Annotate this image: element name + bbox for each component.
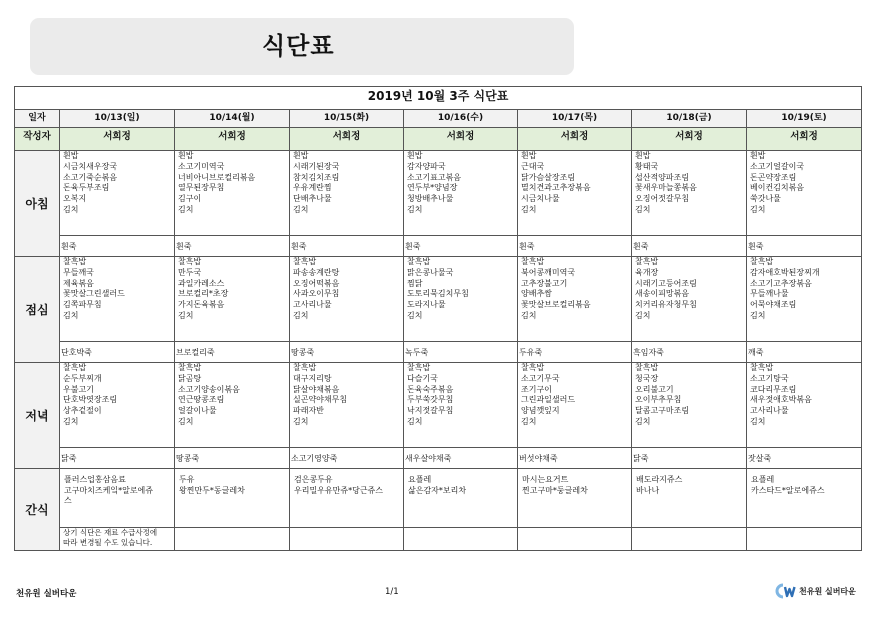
menu-item: 베이컨김치볶음: [750, 183, 805, 193]
menu-item: 꽃맛살그린샐러드: [63, 289, 125, 299]
menu-table: [14, 86, 862, 551]
menu-item: 흰밥: [750, 151, 766, 160]
menu-item: 사과오이무침: [293, 289, 340, 299]
menu-item: 찰흑밥: [521, 257, 545, 266]
menu-item: 찰흑밥: [635, 257, 659, 266]
porridge-row: [15, 342, 862, 363]
snack-item: 바나나: [636, 485, 660, 495]
menu-item: 단호박엿장조림: [63, 395, 118, 405]
menu-item: 소고기무국: [521, 373, 560, 383]
snack-cell: [518, 469, 632, 528]
menu-cell: [175, 363, 290, 448]
porridge-cell: [404, 342, 518, 363]
menu-item: 상추겉절이: [63, 406, 102, 416]
empty-cell: [632, 528, 747, 551]
menu-item: 찰흑밥: [407, 363, 431, 372]
menu-item: 만두국: [178, 267, 202, 277]
menu-item: 새송이피망볶음: [635, 289, 690, 299]
menu-item: 김치: [750, 204, 766, 214]
menu-item: 시래기된장국: [293, 161, 340, 171]
menu-cell: [518, 257, 632, 342]
snack-item: 요플레: [751, 475, 775, 484]
date-cell: 10/19(토): [747, 110, 862, 128]
menu-item: 코다리무조림: [750, 384, 797, 394]
snack-item: 왕찐만두*동글레차: [179, 485, 245, 495]
menu-item: 감자애호박된장찌개: [750, 267, 820, 277]
porridge-item: 흰죽: [519, 241, 535, 251]
menu-cell: [175, 151, 290, 236]
meal-label: 점심: [15, 257, 60, 363]
meal-row: [15, 257, 862, 342]
porridge-item: 흰죽: [405, 241, 421, 251]
menu-item: 청국장: [635, 373, 659, 383]
porridge-row: [15, 448, 862, 469]
menu-item: 오징어떡볶음: [293, 278, 340, 288]
menu-item: 시금치나물: [521, 194, 560, 204]
menu-item: 도토리묵김치무침: [407, 289, 469, 299]
menu-item: 김치: [635, 204, 651, 214]
date-label: 일자: [15, 110, 60, 128]
note-line: 상기 식단은 재료 수급사정에: [63, 528, 158, 537]
menu-item: 꽃맛살브로컬리볶음: [521, 300, 591, 310]
menu-item: 흰밥: [178, 151, 194, 160]
menu-cell: [747, 151, 862, 236]
menu-item: 양념깻잎지: [521, 406, 560, 416]
porridge-item: 흰죽: [748, 241, 764, 251]
logo-text: 천유원 실버타운: [799, 586, 856, 596]
menu-item: 김치: [521, 204, 537, 214]
menu-item: 김치: [407, 416, 423, 426]
porridge-item: 두유죽: [519, 347, 543, 357]
porridge-item: 흰죽: [633, 241, 649, 251]
menu-cell: [518, 151, 632, 236]
menu-item: 시래기고등어조림: [635, 278, 697, 288]
menu-item: 두부쑥갓무침: [407, 395, 454, 405]
porridge-item: 잣살죽: [748, 453, 772, 463]
menu-item: 너비아니브로컬리볶음: [178, 172, 256, 182]
menu-item: 찰흑밥: [293, 257, 317, 266]
menu-cell: [632, 257, 747, 342]
porridge-item: 버섯야채죽: [519, 453, 558, 463]
porridge-cell: [404, 236, 518, 257]
snack-cell: [404, 469, 518, 528]
menu-cell: [60, 257, 175, 342]
author-cell: 서희정: [290, 128, 404, 151]
menu-item: 김쪽파무침: [63, 300, 102, 310]
menu-item: 소고기양송이볶음: [178, 384, 240, 394]
menu-item: 북어콩깨미역국: [521, 267, 576, 277]
menu-item: 어묵야채조림: [750, 300, 797, 310]
menu-item: 실곤약야채무침: [293, 395, 348, 405]
date-cell: 10/14(월): [175, 110, 290, 128]
empty-cell: [404, 528, 518, 551]
menu-item: 돈육두부조림: [63, 183, 110, 193]
porridge-cell: [60, 236, 175, 257]
meal-label: 저녁: [15, 363, 60, 469]
menu-item: 김치: [750, 310, 766, 320]
porridge-cell: [632, 448, 747, 469]
empty-cell: [290, 528, 404, 551]
snack-item: 두유: [179, 475, 195, 484]
menu-item: 제육볶음: [63, 278, 94, 288]
porridge-cell: [175, 236, 290, 257]
author-cell: 서희정: [632, 128, 747, 151]
menu-item: 김치: [293, 310, 309, 320]
porridge-cell: [518, 342, 632, 363]
menu-item: 고추장불고기: [521, 278, 568, 288]
author-cell: 서희정: [747, 128, 862, 151]
menu-item: 소고기얼갈이국: [750, 161, 805, 171]
menu-item: 흰밥: [407, 151, 423, 160]
menu-item: 김구이: [178, 194, 202, 204]
snack-cell: [175, 469, 290, 528]
menu-item: 닭곰탕: [178, 373, 202, 383]
notes-cell: [60, 528, 175, 551]
porridge-cell: [60, 342, 175, 363]
porridge-cell: [632, 342, 747, 363]
porridge-cell: [290, 342, 404, 363]
menu-item: 찰흑밥: [750, 363, 774, 372]
snack-row: [15, 469, 862, 528]
menu-cell: [290, 151, 404, 236]
snack-cell: [632, 469, 747, 528]
menu-item: 김치: [63, 310, 79, 320]
menu-item: 흰밥: [63, 151, 79, 160]
menu-item: 우불고기: [63, 384, 94, 394]
menu-item: 감자양파국: [407, 161, 446, 171]
menu-item: 그린과일샐러드: [521, 395, 576, 405]
menu-item: 찰흑밥: [178, 363, 202, 372]
menu-item: 찰흑밥: [521, 363, 545, 372]
snack-item: 검은콩두유: [294, 475, 333, 484]
porridge-item: 땅콩죽: [176, 453, 200, 463]
menu-item: 청방배추나물: [407, 194, 454, 204]
menu-item: 김치: [407, 204, 423, 214]
menu-item: 흰밥: [293, 151, 309, 160]
menu-item: 섭산적양파조림: [635, 172, 690, 182]
menu-cell: [747, 363, 862, 448]
menu-item: 김치: [63, 204, 79, 214]
porridge-item: 소고기영양죽: [291, 453, 338, 463]
porridge-cell: [747, 448, 862, 469]
menu-item: 쑥갓나물: [750, 194, 781, 204]
date-row: [15, 110, 862, 128]
menu-item: 돈곤약장조림: [750, 172, 797, 182]
snack-item: 카스타드*알로에쥬스: [751, 485, 825, 495]
menu-item: 김치: [293, 416, 309, 426]
menu-item: 김치: [635, 416, 651, 426]
snack-item: 요플레: [408, 475, 432, 484]
menu-item: 우유계란찜: [293, 183, 332, 193]
menu-cell: [175, 257, 290, 342]
menu-item: 다슬기국: [407, 373, 438, 383]
porridge-item: 흰죽: [61, 241, 77, 251]
menu-cell: [290, 257, 404, 342]
snack-cell: [290, 469, 404, 528]
menu-item: 파래자반: [293, 406, 324, 416]
menu-item: 김치: [293, 204, 309, 214]
menu-item: 맑은콩나물국: [407, 267, 454, 277]
menu-item: 김치: [635, 310, 651, 320]
footer-org-name: 천유원 실버타운: [16, 589, 77, 599]
porridge-cell: [290, 448, 404, 469]
porridge-row: [15, 236, 862, 257]
menu-cell: [632, 151, 747, 236]
snack-item: 찐고구마*둥글레차: [522, 485, 588, 495]
porridge-cell: [404, 448, 518, 469]
menu-item: 오징어젓갈무침: [635, 194, 690, 204]
menu-item: 김치: [178, 416, 194, 426]
menu-item: 고사리나물: [293, 300, 332, 310]
porridge-item: 땅콩죽: [291, 347, 315, 357]
menu-item: 양배추쌈: [521, 289, 552, 299]
snack-item: 배도라지쥬스: [636, 475, 683, 484]
snack-item: 우리밀우유만쥬*당근쥬스: [294, 485, 384, 495]
porridge-item: 브로컬리죽: [176, 347, 215, 357]
menu-item: 꽃새우마늘쫑볶음: [635, 183, 697, 193]
menu-item: 돈육숙주볶음: [407, 384, 454, 394]
porridge-cell: [175, 342, 290, 363]
menu-item: 김치: [521, 310, 537, 320]
menu-item: 대구지리탕: [293, 373, 332, 383]
menu-item: 김치: [521, 416, 537, 426]
page-title: 식단표: [262, 32, 335, 60]
menu-item: 고사리나물: [750, 406, 789, 416]
menu-cell: [518, 363, 632, 448]
menu-cell: [60, 151, 175, 236]
empty-cell: [747, 528, 862, 551]
menu-item: 닭살야채볶음: [293, 384, 340, 394]
snack-cell: [747, 469, 862, 528]
menu-item: 단배추나물: [293, 194, 332, 204]
menu-item: 찰흑밥: [750, 257, 774, 266]
menu-item: 찰흑밥: [407, 257, 431, 266]
date-cell: 10/17(목): [518, 110, 632, 128]
empty-cell: [175, 528, 290, 551]
menu-item: 조기구이: [521, 384, 552, 394]
porridge-cell: [175, 448, 290, 469]
snack-item: 삶은감자*보리차: [408, 485, 467, 495]
menu-item: 열무된장무침: [178, 183, 225, 193]
menu-item: 소고기표고볶음: [407, 172, 462, 182]
snack-item: 마시는요거트: [522, 475, 569, 484]
menu-item: 찰흑밥: [63, 257, 87, 266]
menu-item: 김치: [407, 310, 423, 320]
menu-item: 얼갈이나물: [178, 406, 217, 416]
menu-item: 흰밥: [521, 151, 537, 160]
snack-item: 플러스업홍삼음료: [64, 475, 126, 484]
meal-row: [15, 151, 862, 236]
porridge-cell: [632, 236, 747, 257]
menu-item: 낙지젓갈무침: [407, 406, 454, 416]
meal-label: 아침: [15, 151, 60, 257]
porridge-cell: [518, 236, 632, 257]
menu-item: 새우젓애호박볶음: [750, 395, 812, 405]
date-cell: 10/13(일): [60, 110, 175, 128]
menu-item: 도라지나물: [407, 300, 446, 310]
menu-item: 무들깨나물: [750, 289, 789, 299]
menu-item: 오리불고기: [635, 384, 674, 394]
menu-item: 김치: [63, 416, 79, 426]
menu-item: 달콤고구마조림: [635, 406, 690, 416]
menu-item: 근대국: [521, 161, 545, 171]
note-line: 따라 변경될 수도 있습니다.: [63, 537, 153, 547]
porridge-cell: [60, 448, 175, 469]
meal-row: [15, 363, 862, 448]
porridge-item: 흑임자죽: [633, 347, 664, 357]
menu-item: 참치김치조림: [293, 172, 340, 182]
porridge-cell: [290, 236, 404, 257]
porridge-item: 단호박죽: [61, 347, 92, 357]
porridge-cell: [518, 448, 632, 469]
author-cell: 서희정: [404, 128, 518, 151]
menu-item: 브로컬리*초장: [178, 289, 229, 299]
porridge-item: 흰죽: [176, 241, 192, 251]
menu-item: 소고기탕국: [750, 373, 789, 383]
menu-item: 무들깨국: [63, 267, 94, 277]
menu-item: 소고기고추장볶음: [750, 278, 812, 288]
date-cell: 10/18(금): [632, 110, 747, 128]
menu-cell: [632, 363, 747, 448]
snack-cell: [60, 469, 175, 528]
logo-icon: [775, 582, 797, 600]
porridge-item: 새우살야채죽: [405, 453, 452, 463]
date-cell: 10/16(수): [404, 110, 518, 128]
menu-item: 황태국: [635, 161, 659, 171]
menu-item: 연근땅콩조림: [178, 395, 225, 405]
menu-item: 찜닭: [407, 278, 423, 288]
menu-cell: [747, 257, 862, 342]
porridge-item: 닭죽: [61, 453, 77, 463]
menu-cell: [404, 363, 518, 448]
porridge-item: 닭죽: [633, 453, 649, 463]
porridge-item: 흰죽: [291, 241, 307, 251]
table-title-row: [15, 87, 862, 110]
date-cell: 10/15(화): [290, 110, 404, 128]
table-title: 2019년 10월 3주 식단표: [15, 87, 862, 110]
menu-item: 멸치견과고추장볶음: [521, 183, 591, 193]
menu-item: 과일카레소스: [178, 278, 225, 288]
menu-item: 김치: [178, 204, 194, 214]
menu-cell: [404, 151, 518, 236]
menu-item: 소고기죽순볶음: [63, 172, 118, 182]
author-cell: 서희정: [175, 128, 290, 151]
porridge-cell: [747, 342, 862, 363]
menu-item: 시금치새우장국: [63, 161, 118, 171]
menu-item: 연두부*양념장: [407, 183, 458, 193]
menu-item: 가지돈육볶음: [178, 300, 225, 310]
menu-item: 김치: [750, 416, 766, 426]
menu-item: 오복지: [63, 194, 87, 204]
menu-item: 치커리유자청무침: [635, 300, 697, 310]
empty-cell: [518, 528, 632, 551]
menu-cell: [60, 363, 175, 448]
porridge-item: 녹두죽: [405, 347, 429, 357]
snack-item: 고구마치즈케잌*알로에쥬: [64, 485, 154, 495]
snack-label: 간식: [15, 469, 60, 551]
porridge-cell: [747, 236, 862, 257]
menu-item: 찰흑밥: [635, 363, 659, 372]
notes-row: [15, 528, 862, 551]
menu-item: 찰흑밥: [178, 257, 202, 266]
page-number: 1/1: [385, 587, 399, 597]
menu-item: 닭가슴살장조림: [521, 172, 576, 182]
menu-item: 소고기미역국: [178, 161, 225, 171]
menu-item: 흰밥: [635, 151, 651, 160]
org-logo: [775, 582, 856, 600]
menu-item: 파송송계란탕: [293, 267, 340, 277]
menu-item: 찰흑밥: [63, 363, 87, 372]
author-cell: 서희정: [518, 128, 632, 151]
snack-item: 스: [64, 496, 72, 505]
menu-item: 찰흑밥: [293, 363, 317, 372]
author-cell: 서희정: [60, 128, 175, 151]
menu-item: 순두부찌개: [63, 373, 102, 383]
menu-item: 오이부추무침: [635, 395, 682, 405]
author-row: [15, 128, 862, 151]
menu-cell: [404, 257, 518, 342]
author-label: 작성자: [15, 128, 60, 151]
menu-item: 김치: [178, 310, 194, 320]
menu-item: 육개장: [635, 267, 659, 277]
porridge-item: 깨죽: [748, 347, 764, 357]
menu-cell: [290, 363, 404, 448]
